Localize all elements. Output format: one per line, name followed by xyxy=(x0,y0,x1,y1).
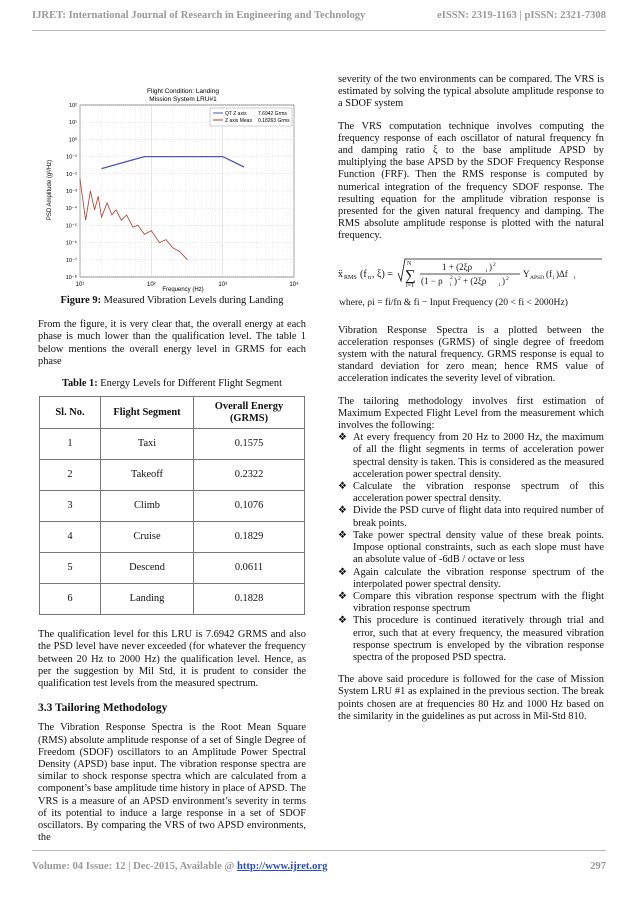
diamond-bullet-icon: ❖ xyxy=(338,529,347,541)
svg-text:2: 2 xyxy=(506,275,509,282)
list-item xyxy=(338,505,604,529)
left-paragraph-3: The Vibration Response Spectra is the Root Mean Square (RMS) absolute amplitude response of a set of Single Degree of Freedom (SDOF) oscillators to an Amplitude Power Spectral Density (APSD) base input. The vibration response spectra are similar to shock response spectra which are calculated from a component’s base amplitude time history in place of APSD. The VRS is a measure of an APSD environment’s severity in terms of its potential to induce a large response in a set of SDOF oscillators. By comparing the VRS of two APSD environments, the xyxy=(38,722,306,844)
svg-text:): ) xyxy=(454,275,457,286)
svg-text:1 + (2ξρ: 1 + (2ξρ xyxy=(442,261,473,272)
svg-text:2: 2 xyxy=(450,274,453,281)
y-tick-label: 10⁻⁶ xyxy=(65,240,77,247)
energy-table xyxy=(39,396,305,615)
table-cell: 0.2322 xyxy=(194,460,305,491)
diamond-bullet-icon: ❖ xyxy=(338,432,347,444)
table-cell: 0.1076 xyxy=(194,491,305,522)
svg-text:)Δf: )Δf xyxy=(556,268,568,279)
svg-text:RMS: RMS xyxy=(344,274,357,281)
table-row xyxy=(40,460,305,491)
list-item xyxy=(338,432,604,481)
equation-where-line: where, ρi = fi/fn & fi − Input Frequency (20 < fi < 2000Hz) xyxy=(339,296,568,308)
list-item-text: Calculate the vibration response spectrum of this acceleration power spectral density. xyxy=(353,481,604,505)
plot-area xyxy=(66,103,299,288)
figure-caption-text: Measured Vibration Levels during Landing xyxy=(101,295,284,306)
table-cell: 6 xyxy=(40,584,101,615)
y-tick-label: 10⁻⁸ xyxy=(65,275,77,281)
svg-text:(f: (f xyxy=(546,268,552,279)
footer-rule xyxy=(32,850,606,851)
svg-text:Y: Y xyxy=(523,268,530,279)
right-paragraph-3: Vibration Response Spectra is a plotted between the acceleration responses (GRMS) of single degree of freedom system with the natural frequency. GRMS response is equal to standard deviation for zero mean; hence RMS value of acceleration indicates the severity level of vibration. xyxy=(338,324,604,385)
psd-chart xyxy=(38,80,306,295)
table-cell: Descend xyxy=(101,553,194,584)
list-item xyxy=(338,567,604,591)
svg-text:+ (2ξρ: + (2ξρ xyxy=(463,275,487,286)
svg-text:∑: ∑ xyxy=(405,267,416,284)
table-caption-label: Table 1: xyxy=(62,378,98,390)
svg-text:APSD: APSD xyxy=(530,274,545,281)
figure-caption-label: Figure 9: xyxy=(60,295,102,306)
table-cell: 4 xyxy=(40,522,101,553)
list-item-text: Compare this vibration response spectrum with the flight vibration response spectrum xyxy=(353,590,604,615)
svg-text:): ) xyxy=(489,261,492,272)
page-header xyxy=(32,10,606,21)
figure-9 xyxy=(38,80,306,295)
svg-text:i: i xyxy=(486,267,488,274)
table-header-cell: Overall Energy (GRMS) xyxy=(194,397,305,429)
list-item xyxy=(338,615,604,664)
table-cell: 3 xyxy=(40,491,101,522)
x-tick-label: 10⁴ xyxy=(289,282,299,288)
table-row xyxy=(40,491,305,522)
table-cell: Landing xyxy=(101,584,194,615)
svg-text:2: 2 xyxy=(458,275,461,282)
chart-subtitle: Mission System LRU#1 xyxy=(149,96,217,103)
diamond-bullet-icon: ❖ xyxy=(338,615,347,627)
y-tick-label: 10⁻¹ xyxy=(66,154,77,161)
svg-text:ẍ: ẍ xyxy=(338,268,343,280)
right-paragraph-1: severity of the two environments can be compared. The VRS is estimated by solving the typical absolute amplitude response to a SDOF system xyxy=(338,74,604,110)
diamond-bullet-icon: ❖ xyxy=(338,590,347,602)
left-paragraph-1: From the figure, it is very clear that, the overall energy at each phase is much lower than the qualification level. The table 1 below mentions the overall energy level in GRMS for each phase xyxy=(38,319,306,367)
figure-caption xyxy=(38,295,306,307)
table-cell: 0.1829 xyxy=(194,522,305,553)
legend-series-name: QT Z axis xyxy=(225,111,247,117)
right-paragraph-4: The tailoring methodology involves first estimation of Maximum Expected Flight Level from the measurement which involves the following: xyxy=(338,395,604,432)
footer-volume-text: Volume: 04 Issue: 12 | Dec-2015, Available @ xyxy=(32,861,237,872)
diamond-bullet-icon: ❖ xyxy=(338,505,347,517)
y-tick-label: 10⁰ xyxy=(68,137,77,144)
x-axis-label: Frequency (Hz) xyxy=(162,287,204,293)
y-tick-label: 10⁻⁷ xyxy=(65,257,77,264)
right-paragraph-5: The above said procedure is followed for the case of Mission System LRU #1 as explained in the previous section. The break points chosen are at frequencies 80 Hz and 1000 Hz based on the similarity in the guidelines as put across in Mil-Std 810. xyxy=(338,674,604,722)
equation-graphic xyxy=(338,253,604,315)
table-caption-text: Energy Levels for Different Flight Segment xyxy=(97,378,282,390)
methodology-list xyxy=(338,432,604,664)
y-tick-label: 10⁻⁴ xyxy=(65,206,77,213)
svg-text:): ) xyxy=(502,275,505,286)
table-row xyxy=(40,429,305,460)
svg-text:i=1: i=1 xyxy=(406,282,415,289)
list-item-text: This procedure is continued iteratively through trial and error, such that at every frequency, the measured vibration response spectrum is enveloped by the vibration response spectra of the proposed PSD spectra. xyxy=(353,615,604,663)
svg-text:i: i xyxy=(450,281,452,288)
list-item xyxy=(338,481,604,505)
journal-title: IJRET: International Journal of Research in Engineering and Technology xyxy=(32,10,366,21)
table-row xyxy=(40,553,305,584)
right-column xyxy=(338,74,604,733)
legend-series-name: Z axis Meas xyxy=(225,118,252,124)
page-number: 297 xyxy=(590,861,606,872)
y-tick-label: 10⁻² xyxy=(66,171,77,178)
svg-text:i: i xyxy=(553,274,555,281)
vrs-equation xyxy=(338,253,604,315)
footer-volume xyxy=(32,861,327,872)
list-item-text: Divide the PSD curve of flight data into required number of break points. xyxy=(353,505,604,529)
svg-text:, ξ) =: , ξ) = xyxy=(372,268,393,280)
table-caption xyxy=(38,378,306,390)
list-item xyxy=(338,530,604,567)
table-cell: 5 xyxy=(40,553,101,584)
table-cell: 0.1828 xyxy=(194,584,305,615)
y-axis-label: PSD Amplitude (g²/Hz) xyxy=(47,159,53,221)
table-header-cell: Sl. No. xyxy=(40,397,101,429)
table-cell: 2 xyxy=(40,460,101,491)
y-tick-label: 10² xyxy=(69,103,77,109)
diamond-bullet-icon: ❖ xyxy=(338,481,347,493)
svg-text:i: i xyxy=(574,274,576,281)
page-footer xyxy=(32,861,606,872)
table-row xyxy=(40,522,305,553)
x-tick-label: 10³ xyxy=(218,282,228,288)
svg-text:(1 − ρ: (1 − ρ xyxy=(421,275,443,286)
journal-link[interactable]: http://www.ijret.org xyxy=(236,861,328,872)
chart-title: Flight Condition: Landing xyxy=(147,88,219,95)
section-heading: 3.3 Tailoring Methodology xyxy=(38,702,168,715)
table-cell: 1 xyxy=(40,429,101,460)
table-cell: Climb xyxy=(101,491,194,522)
table-cell: 0.1575 xyxy=(194,429,305,460)
table-cell: Cruise xyxy=(101,522,194,553)
legend-series-value: 0.18263 Grms xyxy=(258,118,290,124)
list-item-text: At every frequency from 20 Hz to 2000 Hz, the maximum of all the flight segments in terms of acceleration power spectral density is taken. This is considered as the measured acceleration power spectral density. xyxy=(353,432,604,480)
diamond-bullet-icon: ❖ xyxy=(338,566,347,578)
svg-text:2: 2 xyxy=(493,261,496,268)
issn-text: eISSN: 2319-1163 | pISSN: 2321-7308 xyxy=(437,10,606,21)
table-cell: Taxi xyxy=(101,429,194,460)
y-tick-label: 10¹ xyxy=(69,120,77,127)
left-column xyxy=(38,80,306,854)
right-paragraph-2: The VRS computation technique involves computing the frequency response of each oscillator of natural frequency fn and damping ratio ξ to the base amplitude APSD by multiplying the base APSD by the SDOF Frequency Response Function (FRF). Then the RMS response is computed by numerical integration of the frequency SDOF response. The resulting equation for the amplitude vibration response is presented for the given natural frequency and damping. The RMS absolute amplitude response is plotted with the natural frequency. xyxy=(338,120,604,242)
svg-text:i: i xyxy=(499,281,501,288)
legend-series-value: 7.6942 Grms xyxy=(258,111,287,117)
svg-text:N: N xyxy=(407,260,412,267)
list-item-text: Take power spectral density value of these break points. Impose optional constraints, such as each slope must have an absolute value of -6dB / octave or less xyxy=(353,529,604,566)
list-item-text: Again calculate the vibration response spectrum of the interpolated power spectral density. xyxy=(353,566,604,590)
list-item xyxy=(338,591,604,615)
table-row xyxy=(40,584,305,615)
table-cell: 0.0611 xyxy=(194,553,305,584)
x-tick-label: 10² xyxy=(146,282,156,288)
table-cell: Takeoff xyxy=(101,460,194,491)
x-tick-label: 10¹ xyxy=(75,282,85,288)
y-tick-label: 10⁻³ xyxy=(66,189,77,195)
header-rule xyxy=(32,30,606,31)
table-header-row xyxy=(40,397,305,429)
table-header-cell: Flight Segment xyxy=(101,397,194,429)
y-tick-label: 10⁻⁵ xyxy=(65,223,77,230)
left-paragraph-2: The qualification level for this LRU is 7.6942 GRMS and also the PSD level have never exceeded (for whatever the frequency between 20 Hz to 2000 Hz) the qualification level. Hence, as per the suggestion by Mil Std, it is prudent to consider the qualification test levels from the measured spectrum. xyxy=(38,629,306,690)
svg-text:n: n xyxy=(368,274,371,281)
svg-text:(f: (f xyxy=(360,268,367,280)
